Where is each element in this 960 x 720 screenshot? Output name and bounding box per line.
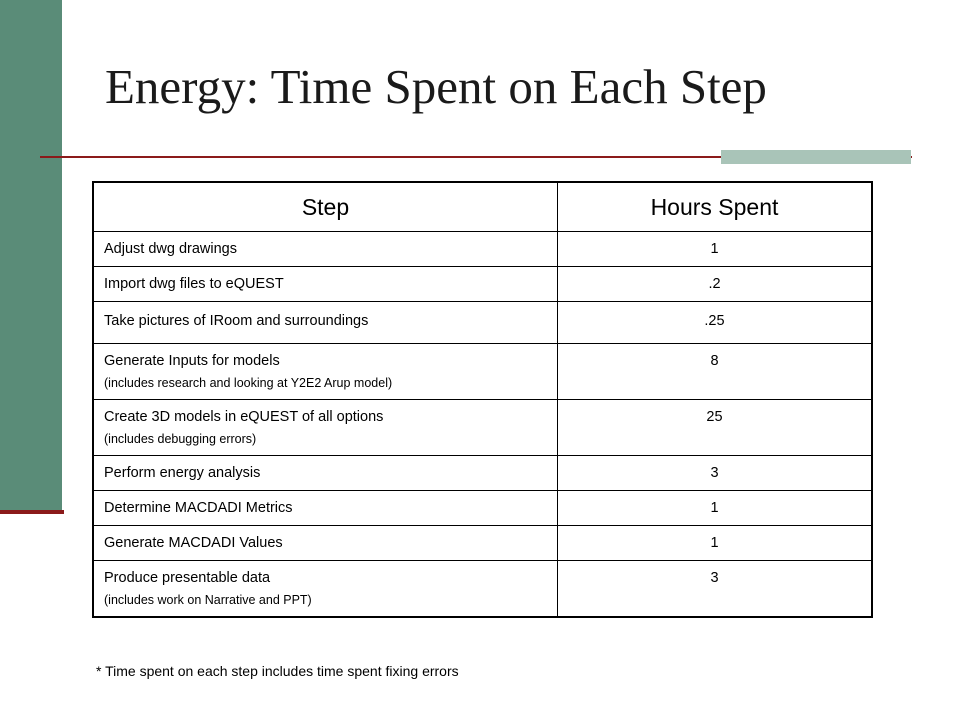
slide-title: Energy: Time Spent on Each Step <box>105 59 767 114</box>
hours-cell: .25 <box>558 302 873 344</box>
step-cell <box>93 400 558 456</box>
hours-cell: .2 <box>558 267 873 302</box>
hours-cell: 1 <box>558 491 873 526</box>
table-row <box>93 526 872 561</box>
step-cell <box>93 456 558 491</box>
hours-cell: 3 <box>558 561 873 618</box>
step-cell <box>93 267 558 302</box>
table-row <box>93 561 872 618</box>
step-cell <box>93 232 558 267</box>
step-label: Adjust dwg drawings <box>104 241 237 257</box>
step-note: (includes debugging errors) <box>104 432 257 446</box>
table-row <box>93 232 872 267</box>
hours-cell: 8 <box>558 344 873 400</box>
table-row <box>93 456 872 491</box>
step-label: Take pictures of IRoom and surroundings <box>104 313 369 329</box>
step-cell <box>93 302 558 344</box>
step-label: Create 3D models in eQUEST of all options <box>104 409 384 425</box>
step-cell <box>93 526 558 561</box>
step-cell <box>93 344 558 400</box>
step-label: Generate Inputs for models <box>104 353 280 369</box>
side-accent-bar <box>0 0 62 510</box>
table-header-row <box>93 182 872 232</box>
step-note: (includes research and looking at Y2E2 Arup model) <box>104 376 393 390</box>
title-rule-accent <box>721 150 911 164</box>
table-row <box>93 491 872 526</box>
footnote: * Time spent on each step includes time spent fixing errors <box>96 663 459 679</box>
side-accent-underline <box>0 510 64 514</box>
hours-cell: 3 <box>558 456 873 491</box>
step-cell <box>93 561 558 618</box>
header-hours-spent: Hours Spent <box>558 182 873 232</box>
step-label: Import dwg files to eQUEST <box>104 276 284 292</box>
hours-cell: 1 <box>558 526 873 561</box>
step-label: Generate MACDADI Values <box>104 535 283 551</box>
step-note: (includes work on Narrative and PPT) <box>104 593 312 607</box>
step-label: Determine MACDADI Metrics <box>104 500 293 516</box>
hours-cell: 1 <box>558 232 873 267</box>
hours-cell: 25 <box>558 400 873 456</box>
table-row <box>93 267 872 302</box>
step-label: Perform energy analysis <box>104 465 261 481</box>
time-spent-table <box>92 181 873 618</box>
table-row <box>93 344 872 400</box>
header-step: Step <box>93 182 558 232</box>
table-row <box>93 400 872 456</box>
step-cell <box>93 491 558 526</box>
table-row <box>93 302 872 344</box>
step-label: Produce presentable data <box>104 570 271 586</box>
